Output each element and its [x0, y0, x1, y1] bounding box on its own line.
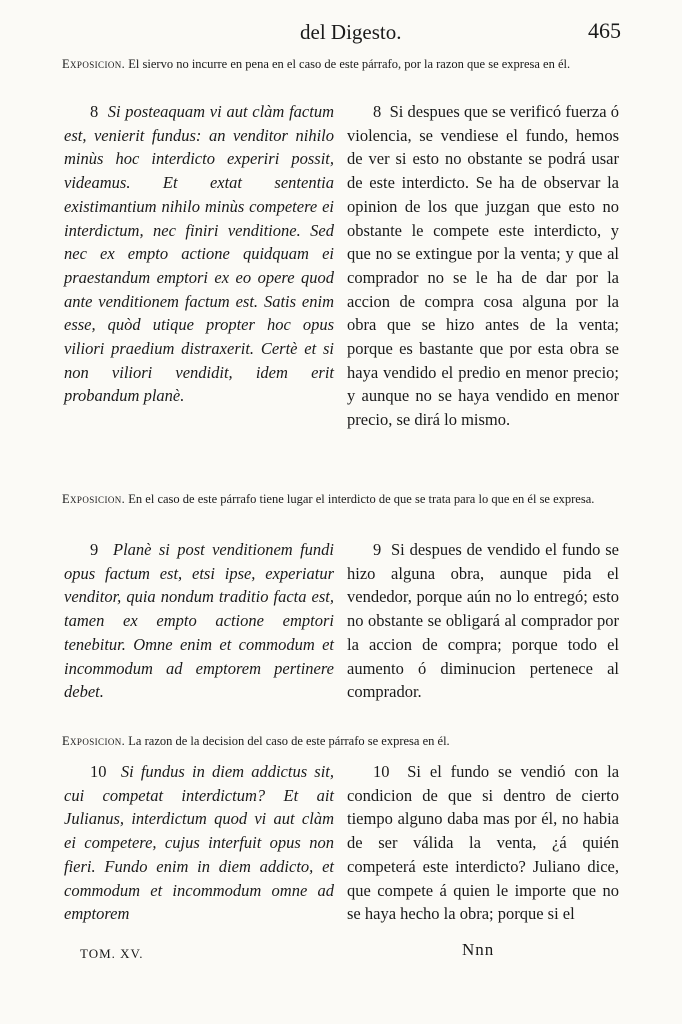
paragraph-number: 10: [90, 762, 107, 781]
paragraph-number: 8: [90, 102, 99, 121]
exposition-note: [62, 57, 622, 73]
paragraph-number: 9: [90, 540, 99, 559]
spanish-text: Si el fundo se vendió con la condicion de que si dentro de cierto tiempo alguno daba mas por él, no habia de ser válida la venta, ¿á quién competerá este interdicto? Juliano dice, que compete á quien le importe que no se haya hecho la obra; porque si el: [347, 762, 620, 924]
paragraph-number: 10: [373, 762, 390, 781]
signature-mark: Nnn: [462, 940, 495, 959]
running-title: del Digesto.: [300, 20, 402, 44]
spanish-paragraph-9: [347, 538, 619, 704]
exposition-note: [62, 492, 622, 508]
exposition-note: [62, 734, 622, 750]
page-header: [0, 18, 682, 48]
exposition-text: En el caso de este párrafo tiene lugar el interdicto de que se trata para lo que en él se expresa.: [128, 492, 595, 506]
exposition-label: Exposicion.: [62, 57, 126, 71]
exposition-label: Exposicion.: [62, 492, 126, 506]
spanish-text: Si despues de vendido el fundo se hizo alguna obra, aunque pida el vendedor, porque aún no lo entregó; esto no obstante se obligará al comprador por la accion de compra; porque todo el aumento ó diminucion pertenece al comprador.: [347, 540, 619, 702]
exposition-text: La razon de la decision del caso de este párrafo se expresa en él.: [128, 734, 450, 748]
page-number: 465: [588, 18, 621, 43]
latin-paragraph-10: [64, 760, 334, 926]
paragraph-number: 9: [373, 540, 382, 559]
spanish-paragraph-10: [347, 760, 619, 926]
spanish-text: Si despues que se verificó fuerza ó violencia, se vendiese el fundo, hemos de ver si esto no obstante se podrá usar de este interdicto. Se ha de observar la opinion de los que juzgan que esto no obstante le compete este interdicto, y que no se extingue por la venta; y que al comprador no se le ha de dar por la accion de compra cosa alguna por la obra que se hizo antes de la venta; porque es bastante que por esta obra se haya vendido el predio en menor precio; y aunque no se haya vendido en menor precio, se dirá lo mismo.: [347, 102, 619, 430]
latin-paragraph-9: [64, 538, 334, 704]
latin-text: Si posteaquam vi aut clàm factum est, venierit fundus: an venditor nihilo minùs hoc interdicto experiri possit, videamus. Et extat sententia existimantium nihilo minùs competere ei interdictum, nec finiri venditione. Sed nec ex empto actione quidquam ei praestandum emptori ex eo opere quod ante venditionem factum est. Satis enim esse, quòd utique propter hoc opus viliori praedium distraxerit. Certè et si non viliori vendidit, idem erit probandum planè.: [64, 102, 334, 406]
latin-text: Si fundus in diem addictus sit, cui competat interdictum? Et ait Julianus, interdictum quod vi aut clàm ei competere, cujus interfuit opus non fieri. Fundo enim in diem addicto, et commodum et incommodum omne ad emptorem: [64, 762, 335, 924]
volume-label: TOM. XV.: [80, 946, 144, 961]
exposition-label: Exposicion.: [62, 734, 126, 748]
spanish-paragraph-8: [347, 100, 619, 432]
latin-paragraph-8: [64, 100, 334, 408]
latin-text: Planè si post venditionem fundi opus factum est, etsi ipse, experiatur venditor, quia nondum traditio facta est, tamen ex empto actione emptori tenebitur. Omne enim et commodum et incommodum ad emptorem pertinere debet.: [64, 540, 334, 702]
paragraph-number: 8: [373, 102, 382, 121]
exposition-text: El siervo no incurre en pena en el caso de este párrafo, por la razon que se expresa en él.: [128, 57, 571, 71]
